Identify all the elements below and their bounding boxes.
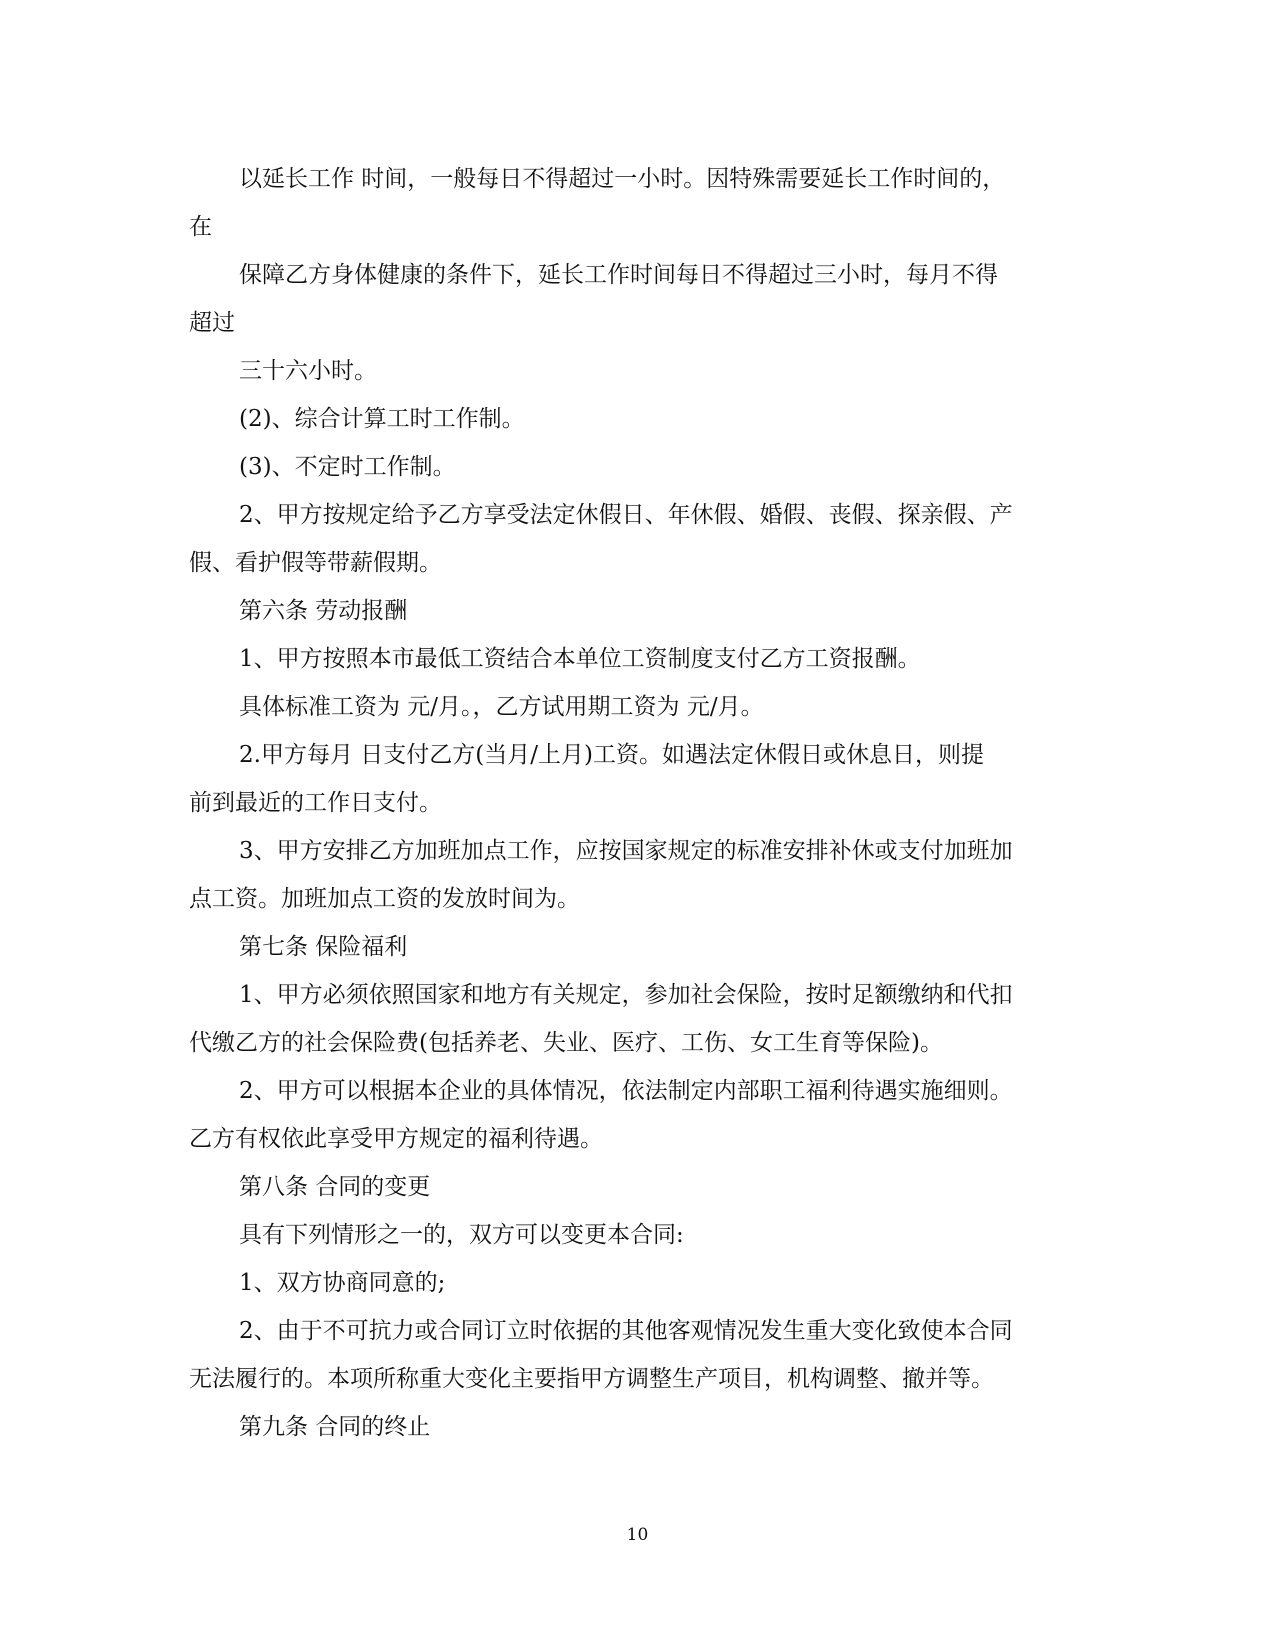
- document-body: [189, 155, 1079, 1451]
- text-line: 3、甲方安排乙方加班加点工作，应按国家规定的标准安排补休或支付加班加: [239, 838, 1013, 864]
- text-line: 假、看护假等带薪假期。: [189, 550, 442, 576]
- text-line: 保障乙方身体健康的条件下，延长工作时间每日不得超过三小时，每月不得: [239, 262, 998, 288]
- text-line: 1、甲方必须依照国家和地方有关规定，参加社会保险，按时足额缴纳和代扣: [239, 982, 1013, 1008]
- text-line: 2.甲方每月 日支付乙方(当月/上月)工资。如遇法定休假日或休息日，则提: [239, 742, 984, 768]
- text-line: 以延长工作 时间，一般每日不得超过一小时。因特殊需要延长工作时间的，: [239, 166, 1006, 192]
- text-line: 第七条 保险福利: [239, 934, 408, 960]
- text-line: 2、甲方可以根据本企业的具体情况，依法制定内部职工福利待遇实施细则。: [239, 1078, 1013, 1104]
- text-line: 1、甲方按照本市最低工资结合本单位工资制度支付乙方工资报酬。: [239, 646, 921, 672]
- text-line: 具有下列情形之一的，双方可以变更本合同:: [239, 1222, 684, 1248]
- text-line: 2、甲方按规定给予乙方享受法定休假日、年休假、婚假、丧假、探亲假、产: [239, 502, 1013, 528]
- text-line: 第九条 合同的终止: [239, 1414, 431, 1440]
- text-line: 第六条 劳动报酬: [239, 598, 408, 624]
- text-line: 在: [189, 214, 212, 240]
- text-line: 具体标准工资为 元/月。，乙方试用期工资为 元/月。: [239, 694, 764, 720]
- text-line: 乙方有权依此享受甲方规定的福利待遇。: [189, 1126, 603, 1152]
- text-line: 超过: [189, 310, 235, 336]
- text-line: 前到最近的工作日支付。: [189, 790, 442, 816]
- text-line: 2、由于不可抗力或合同订立时依据的其他客观情况发生重大变化致使本合同: [239, 1318, 1013, 1344]
- text-line: (3)、不定时工作制。: [239, 454, 456, 480]
- page-number: 10: [626, 1525, 649, 1545]
- text-line: 第八条 合同的变更: [239, 1174, 431, 1200]
- text-line: (2)、综合计算工时工作制。: [239, 406, 525, 432]
- text-line: 无法履行的。本项所称重大变化主要指甲方调整生产项目，机构调整、撤并等。: [189, 1366, 994, 1392]
- text-line: 三十六小时。: [239, 358, 377, 384]
- text-line: 1、双方协商同意的;: [239, 1270, 446, 1296]
- text-line: 点工资。加班加点工资的发放时间为。: [189, 886, 580, 912]
- text-line: 代缴乙方的社会保险费(包括养老、失业、医疗、工伤、女工生育等保险)。: [189, 1030, 943, 1056]
